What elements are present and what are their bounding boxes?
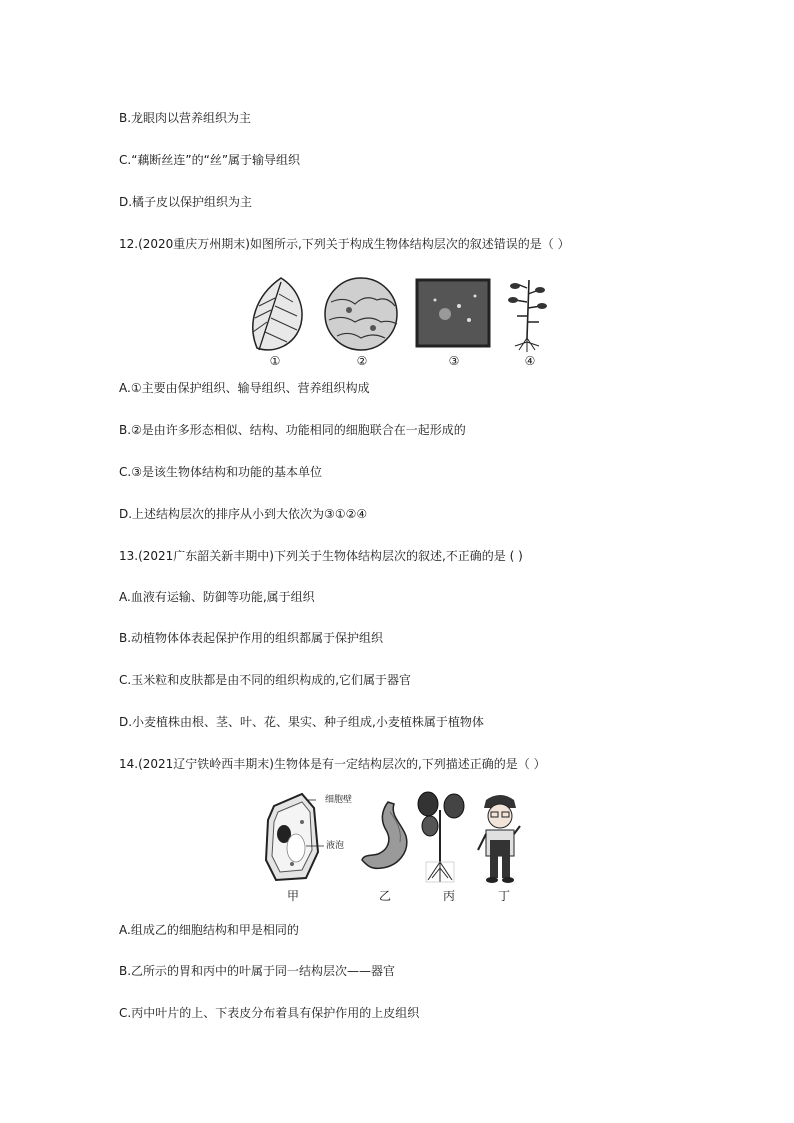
- question-12: 12.(2020重庆万州期末)如图所示,下列关于构成生物体结构层次的叙述错误的是（ ）: [119, 237, 570, 251]
- figure-14-caption-bing: 丙: [442, 889, 455, 903]
- leaf-image: [253, 278, 302, 350]
- figure-12-caption-3: ③: [448, 354, 460, 368]
- cell-image: [417, 280, 489, 346]
- question-13-option-b: B.动植物体体表起保护作用的组织都属于保护组织: [119, 631, 384, 645]
- figure-12-caption-4: ④: [524, 354, 536, 368]
- question-12-option-a: A.①主要由保护组织、输导组织、营养组织构成: [119, 381, 370, 395]
- bean-plant-image: [418, 792, 464, 882]
- figure-14-caption-jia: 甲: [286, 889, 299, 903]
- tissue-circle-image: [325, 278, 397, 350]
- question-14: 14.(2021辽宁铁岭西丰期末)生物体是有一定结构层次的,下列描述正确的是（ ）: [119, 757, 546, 771]
- question-12-option-b: B.②是由许多形态相似、结构、功能相同的细胞联合在一起形成的: [119, 423, 466, 437]
- figure-14-caption-ding: 丁: [497, 889, 510, 903]
- figure-14-caption-yi: 乙: [378, 889, 391, 903]
- plant-image: [508, 280, 547, 352]
- question-14-option-a: A.组成乙的细胞结构和甲是相同的: [119, 923, 299, 937]
- plant-cell-image: [266, 794, 324, 880]
- figure-12-caption-1: ①: [269, 354, 281, 368]
- figure-12-images: [245, 276, 555, 356]
- question-13: 13.(2021广东韶关新丰期中)下列关于生物体结构层次的叙述,不正确的是 ( ): [119, 549, 523, 563]
- cell-wall-label: 细胞壁: [325, 795, 353, 805]
- option-b-line: B.龙眼肉以营养组织为主: [119, 111, 252, 125]
- question-12-option-c: C.③是该生物体结构和功能的基本单位: [119, 465, 322, 479]
- figure-14-images: [262, 790, 532, 886]
- stomach-image: [362, 802, 407, 868]
- person-image: [478, 795, 520, 883]
- option-d-line: D.橘子皮以保护组织为主: [119, 195, 253, 209]
- question-14-option-b: B.乙所示的胃和丙中的叶属于同一结构层次——器官: [119, 964, 396, 978]
- vacuole-label: 液泡: [326, 841, 345, 851]
- question-13-option-c: C.玉米粒和皮肤都是由不同的组织构成的,它们属于器官: [119, 673, 412, 687]
- question-12-option-d: D.上述结构层次的排序从小到大依次为③①②④: [119, 507, 368, 521]
- question-14-option-c: C.丙中叶片的上、下表皮分布着具有保护作用的上皮组织: [119, 1006, 420, 1020]
- figure-12-caption-2: ②: [356, 354, 368, 368]
- question-13-option-d: D.小麦植株由根、茎、叶、花、果实、种子组成,小麦植株属于植物体: [119, 715, 484, 729]
- question-13-option-a: A.血液有运输、防御等功能,属于组织: [119, 590, 315, 604]
- option-c-line: C.“藕断丝连”的“丝”属于输导组织: [119, 153, 301, 167]
